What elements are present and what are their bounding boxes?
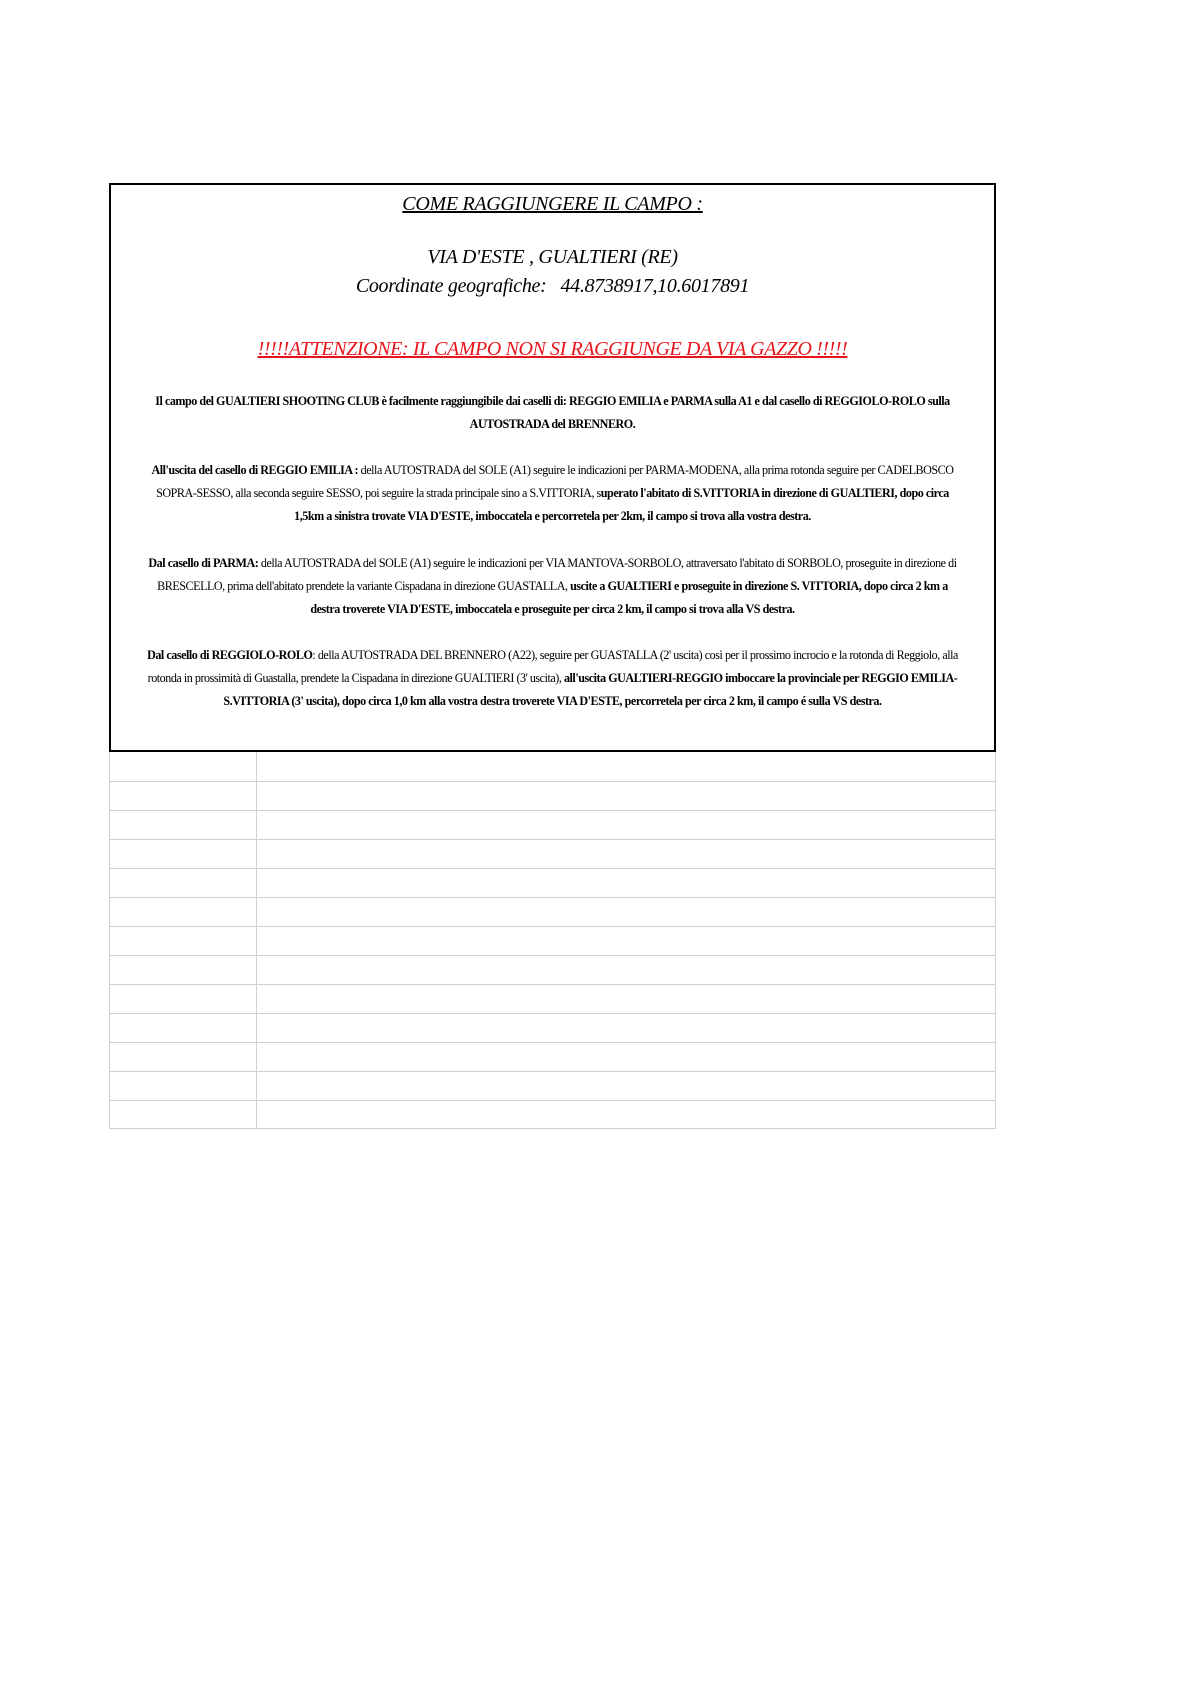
- reggio-tail: uperato l'abitato di S.VITTORIA in direzione di GUALTIERI, dopo circa 1,5km a sinistra trovate VIA D'ESTE, imboccatela e percorretela per 2km, il campo si trova alla vostra destra.: [294, 485, 949, 523]
- directions-box: [109, 183, 996, 752]
- reggio-middle: della AUTOSTRADA del SOLE (A1) seguire le indicazioni per PARMA-MODENA, alla prima rotonda seguire per CADELBOSCO SOPRA-SESSO, alla seconda seguire SESSO, poi seguire la strada principale sino a S.VITTORIA, s: [156, 462, 954, 500]
- parma-directions: [146, 551, 960, 620]
- grid-row-line: [110, 897, 995, 898]
- intro-text: Il campo del GUALTIERI SHOOTING CLUB è facilmente raggiungibile dai caselli di: REGGIO EMILIA e PARMA sulla A1 e dal casello di REGGIOLO-ROLO sulla AUTOSTRADA del BRENNERO.: [155, 393, 950, 431]
- grid-row-line: [110, 868, 995, 869]
- page-title: COME RAGGIUNGERE IL CAMPO :: [402, 193, 703, 215]
- empty-spreadsheet-grid: [109, 752, 996, 1129]
- parma-tail: uscite a GUALTIERI e proseguite in direzione S. VITTORIA, dopo circa 2 km a destra troverete VIA D'ESTE, imboccatela e proseguite per circa 2 km, il campo si trova alla VS destra.: [310, 578, 948, 616]
- grid-row-line: [110, 1128, 995, 1129]
- grid-row-line: [110, 810, 995, 811]
- coordinates-value: 44.8738917,10.6017891: [560, 275, 750, 297]
- grid-row-line: [110, 1042, 995, 1043]
- coordinates-label: Coordinate geografiche:: [355, 275, 547, 297]
- grid-row-line: [110, 781, 995, 782]
- parma-lead: Dal casello di PARMA:: [148, 555, 259, 570]
- reggio-emilia-directions: [146, 458, 960, 527]
- warning-notice: !!!!!ATTENZIONE: IL CAMPO NON SI RAGGIUNGE DA VIA GAZZO !!!!!: [257, 338, 848, 360]
- grid-row-line: [110, 1071, 995, 1072]
- intro-paragraph: [146, 389, 960, 435]
- grid-row-line: [110, 984, 995, 985]
- grid-row-line: [110, 955, 995, 956]
- grid-row-line: [110, 926, 995, 927]
- reggiolo-middle: : della AUTOSTRADA DEL BRENNERO (A22), seguire per GUASTALLA (2' uscita) così per il prossimo incrocio e la rotonda di Reggiolo, alla rotonda in prossimità di Guastalla, prendete la Cispadana in direzione GUALTIERI (3' uscita),: [147, 647, 958, 685]
- grid-column-divider: [256, 752, 257, 1129]
- grid-row-line: [110, 1100, 995, 1101]
- reggio-lead: All'uscita del casello di REGGIO EMILIA :: [151, 462, 359, 477]
- reggiolo-lead: Dal casello di REGGIOLO-ROLO: [147, 647, 313, 662]
- parma-middle: della AUTOSTRADA del SOLE (A1) seguire le indicazioni per VIA MANTOVA-SORBOLO, attraversato l'abitato di SORBOLO, proseguite in direzione di BRESCELLO, prima dell'abitato prendete la variante Cispadana in direzione GUASTALLA,: [157, 555, 957, 593]
- grid-row-line: [110, 839, 995, 840]
- reggiolo-tail: all'uscita GUALTIERI-REGGIO imboccare la provinciale per REGGIO EMILIA-S.VITTORIA (3' uscita), dopo circa 1,0 km alla vostra destra troverete VIA D'ESTE, percorretela per circa 2 km, il campo é sulla VS destra.: [223, 670, 958, 708]
- grid-row-line: [110, 1013, 995, 1014]
- coordinates: [111, 275, 994, 298]
- address: VIA D'ESTE , GUALTIERI (RE): [427, 246, 678, 268]
- reggiolo-rolo-directions: [146, 643, 960, 712]
